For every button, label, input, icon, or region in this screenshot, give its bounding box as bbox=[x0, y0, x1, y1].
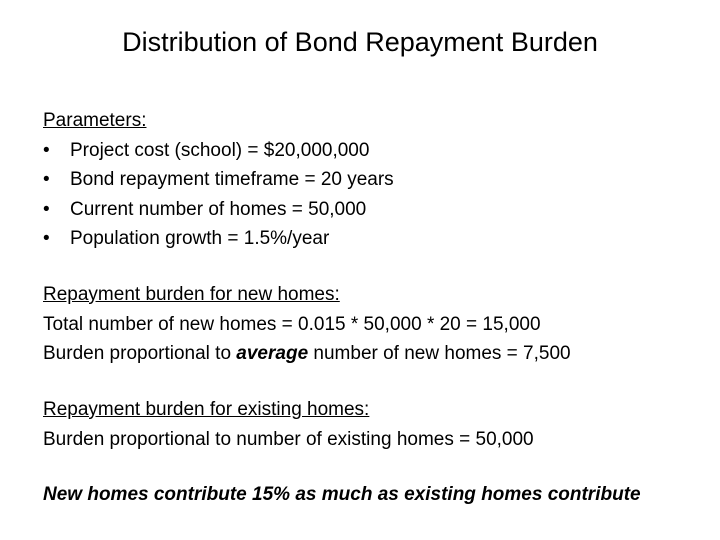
bullet-icon: • bbox=[43, 228, 50, 249]
burden-prefix: Burden proportional to bbox=[43, 343, 237, 364]
new-homes-section bbox=[43, 280, 713, 369]
parameters-section bbox=[43, 106, 713, 254]
parameter-item bbox=[43, 224, 713, 254]
bullet-icon: • bbox=[43, 198, 50, 220]
existing-homes-burden-line: Burden proportional to number of existing homes = 50,000 bbox=[43, 428, 534, 450]
conclusion-text: New homes contribute 15% as much as existing homes contribute bbox=[43, 484, 641, 505]
existing-homes-section bbox=[43, 395, 713, 454]
parameter-current-homes: Current number of homes = 50,000 bbox=[70, 198, 367, 220]
bullet-icon: • bbox=[43, 169, 50, 190]
new-homes-burden-line bbox=[43, 339, 713, 369]
burden-suffix: number of new homes = 7,500 bbox=[308, 343, 571, 364]
bullet-icon: • bbox=[43, 139, 50, 161]
parameters-heading: Parameters: bbox=[43, 110, 147, 131]
new-homes-total-line: Total number of new homes = 0.015 * 50,000 * 20 = 15,000 bbox=[43, 313, 541, 335]
parameter-population-growth: Population growth = 1.5%/year bbox=[70, 228, 330, 249]
burden-emphasis: average bbox=[236, 343, 309, 364]
new-homes-heading: Repayment burden for new homes: bbox=[43, 284, 340, 305]
parameter-item bbox=[43, 195, 713, 225]
slide-title: Distribution of Bond Repayment Burden bbox=[122, 27, 598, 57]
parameter-item bbox=[43, 136, 713, 166]
existing-homes-heading: Repayment burden for existing homes: bbox=[43, 399, 370, 420]
parameter-repayment-timeframe: Bond repayment timeframe = 20 years bbox=[70, 169, 394, 190]
parameter-project-cost: Project cost (school) = $20,000,000 bbox=[70, 139, 370, 161]
parameter-item bbox=[43, 165, 713, 195]
